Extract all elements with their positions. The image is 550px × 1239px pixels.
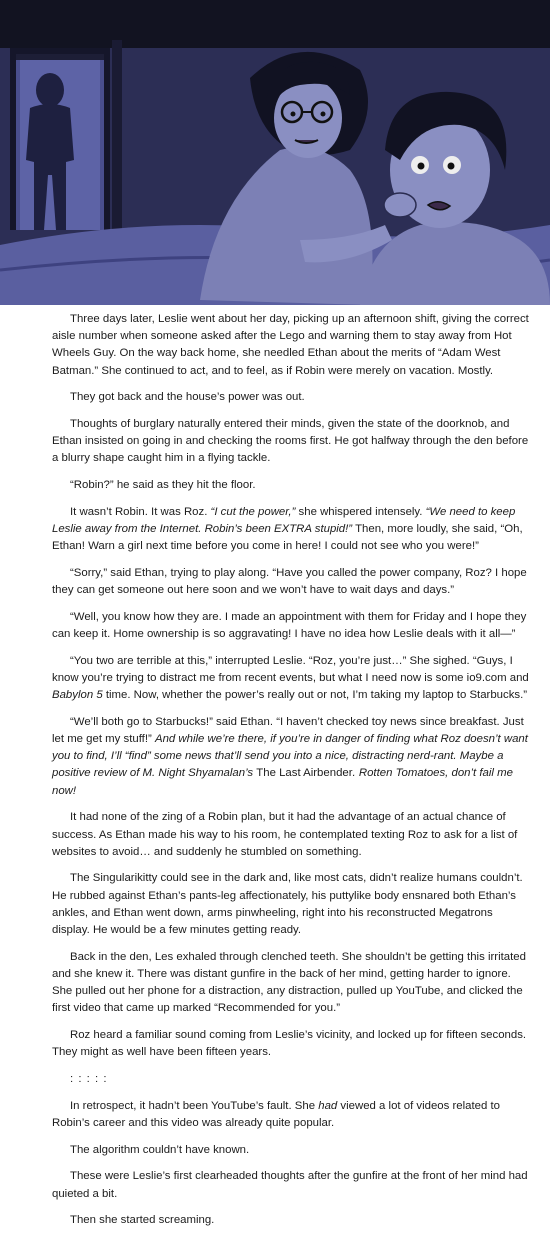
text-run: In retrospect, it hadn’t been YouTube’s fault. She — [70, 1099, 319, 1112]
italic-run: . Rotten Tomatoes, don’t fail me now! — [52, 767, 513, 797]
story-paragraph — [52, 504, 530, 556]
text-run: The algorithm couldn’t have known. — [70, 1143, 250, 1156]
text-run: viewed a lot of videos related to Robin’s career and this video was already quite popular. — [52, 1099, 500, 1129]
text-run: Then she started screaming. — [70, 1214, 215, 1227]
text-run: The Singularikitty could see in the dark and, like most cats, didn’t realize humans couldn’t. He rubbed against Ethan’s pants-leg affectionately, his puttylike body ensnared both Ethan’s ankles, and Ethan went down, arms pinwheeling, right into his reconstructed Megatrons display. He would be a few minutes getting ready. — [52, 872, 523, 937]
text-run: “We’ll both go to Starbucks!” said Ethan. “I haven’t checked toy news since breakfast. Just let me get my stuff!” — [52, 715, 524, 746]
story-paragraph — [52, 565, 530, 599]
story-paragraph — [52, 714, 530, 800]
text-run: Back in the den, Les exhaled through clenched teeth. She shouldn’t be getting this irritated and she knew it. There was distant gunfire in the back of her mind, getting harder to ignore. She pulled out her phone for a distraction, any distraction, pulled up YouTube, and clicked the first video that came up marked “Recommended for you.” — [52, 950, 526, 1015]
story-paragraph — [52, 1168, 530, 1202]
text-run: Roz heard a familiar sound coming from Leslie’s vicinity, and locked up for fifteen seconds. They might as well have been fifteen years. — [52, 1029, 527, 1059]
story-paragraph — [52, 1142, 530, 1159]
story-paragraph — [52, 1098, 530, 1132]
story-paragraph — [52, 389, 530, 406]
story-paragraph — [52, 1212, 530, 1229]
story-paragraph — [52, 1071, 530, 1088]
text-run: The Last Airbender — [256, 767, 353, 780]
italic-run: And while we’re there, if you’re in danger of finding what Roz doesn’t want you to find, I’ll “find” some news that’ll send you into a nice, distracting nerd-rant. Maybe a positive review of M. Night Shyamalan’s — [52, 733, 528, 780]
door-frame — [112, 40, 122, 250]
text-run: : : : : : — [70, 1073, 108, 1086]
story-paragraph — [52, 653, 530, 705]
story-paragraph — [52, 609, 530, 643]
story-paragraph — [52, 1027, 530, 1061]
ceiling-shadow — [0, 0, 550, 48]
text-run: she whispered intensely. — [295, 505, 426, 518]
story-text — [52, 311, 530, 1239]
text-run: Thoughts of burglary naturally entered their minds, given the state of the doorknob, and Ethan insisted on going in and checking the rooms first. He got halfway through the den before a blurry shape caught him in a flying tackle. — [52, 418, 529, 465]
text-run: “Well, you know how they are. I made an appointment with them for Friday and I hope they can keep it. Home ownership is so aggravating! I have no idea how Leslie deals with it all—” — [52, 610, 527, 641]
italic-run: “I cut the power,” — [210, 505, 296, 518]
text-run: Three days later, Leslie went about her day, picking up an afternoon shift, giving the correct aisle number when someone asked after the Lego and warning them to stay away from Hot Wheels Guy. On the way back home, she needled Ethan about the merits of “Adam West Batman.” She continued to act, and to feel, as if Robin were merely on vacation. Mostly. — [52, 313, 529, 377]
text-run: time. Now, whether the power’s really out or not, I’m taking my laptop to Starbucks.” — [102, 689, 528, 702]
text-run: It had none of the zing of a Robin plan, but it had the advantage of an actual chance of success. As Ethan made his way to his room, he contemplated texting Roz to ask for a list of websites to avoid… and suddenly he stumbled on something. — [52, 811, 518, 858]
italic-run: had — [318, 1099, 338, 1112]
text-run: “Robin?” he said as they hit the floor. — [70, 479, 256, 492]
text-run: These were Leslie’s first clearheaded thoughts after the gunfire at the front of her mind had quieted a bit. — [52, 1170, 528, 1200]
text-run: Then, more loudly, she said, “Oh, Ethan! Warn a girl next time before you come in here! I could not see who you were!” — [52, 523, 523, 553]
story-paragraph — [52, 311, 530, 380]
text-run: They got back and the house’s power was out. — [70, 391, 305, 404]
comic-panel — [0, 0, 550, 305]
text-run: It wasn’t Robin. It was Roz. — [70, 505, 211, 518]
italic-run: Babylon 5 — [52, 689, 103, 702]
story-paragraph — [52, 949, 530, 1018]
story-paragraph — [52, 870, 530, 939]
story-paragraph — [52, 416, 530, 468]
text-run: “Sorry,” said Ethan, trying to play along. “Have you called the power company, Roz? I hope they can get someone out here soon and we won’t have to wait days and days.” — [52, 566, 527, 597]
story-paragraph — [52, 477, 530, 494]
italic-run: “We need to keep Leslie away from the Internet. Robin’s been EXTRA stupid!” — [52, 505, 516, 536]
story-paragraph — [52, 809, 530, 861]
text-run: “You two are terrible at this,” interrupted Leslie. “Roz, you’re just…” She sighed. “Guys, I know you’re trying to distract me from recent events, but what I need now is some io9.com and — [52, 654, 529, 684]
